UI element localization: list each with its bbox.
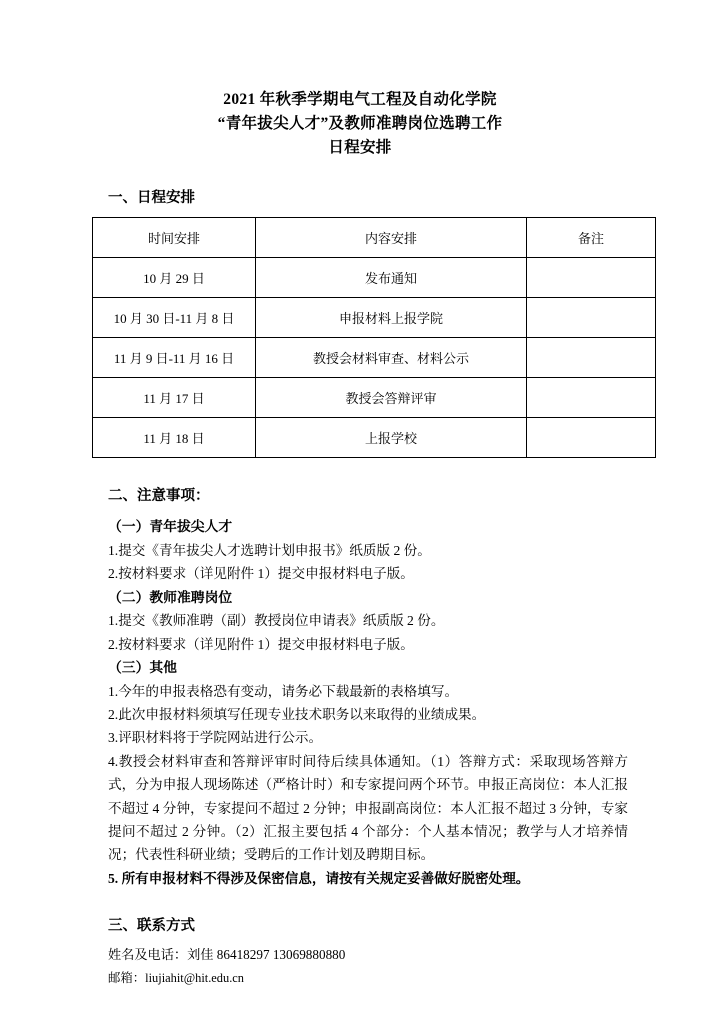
table-row (93, 418, 656, 458)
schedule-table (92, 217, 656, 458)
notes-group3-item-1: 1.今年的申报表格恐有变动，请务必下载最新的表格填写。 (108, 683, 459, 699)
table-row (93, 298, 656, 338)
table-cell-remark (527, 338, 656, 378)
section-heading-contact: 三、联系方式 (108, 918, 195, 935)
table-cell-time: 10 月 30 日-11 月 8 日 (93, 298, 256, 338)
notes-group2-item-2: 2.按材料要求（详见附件 1）提交申报材料电子版。 (108, 636, 414, 652)
table-cell-content: 教授会答辩评审 (256, 378, 527, 418)
table-header-cell: 备注 (527, 218, 656, 258)
document-title (92, 88, 628, 160)
table-cell-content: 申报材料上报学院 (256, 298, 527, 338)
notes-group3-item-2: 2.此次申报材料须填写任现专业技术职务以来取得的业绩成果。 (108, 707, 486, 723)
notes-group1-heading: （一）青年拔尖人才 (108, 519, 233, 535)
notes-group2-heading: （二）教师准聘岗位 (108, 589, 233, 605)
table-cell-remark (527, 418, 656, 458)
table-cell-remark (527, 378, 656, 418)
table-cell-content: 发布通知 (256, 258, 527, 298)
notes-group3-item-3: 3.评职材料将于学院网站进行公示。 (108, 730, 323, 746)
notes-group3-item-5: 5. 所有申报材料不得涉及保密信息，请按有关规定妥善做好脱密处理。 (108, 870, 530, 886)
table-header-cell: 内容安排 (256, 218, 527, 258)
table-cell-time: 11 月 18 日 (93, 418, 256, 458)
table-cell-remark (527, 298, 656, 338)
section-heading-schedule: 一、日程安排 (108, 190, 195, 207)
table-cell-content: 教授会材料审查、材料公示 (256, 338, 527, 378)
section-heading-notes: 二、注意事项： (108, 488, 210, 505)
notes-group2-item-1: 1.提交《教师准聘（副）教授岗位申请表》纸质版 2 份。 (108, 613, 445, 629)
contact-email: 邮箱：liujiahit@hit.edu.cn (108, 970, 244, 985)
title-line-3: 日程安排 (328, 139, 392, 157)
notes-group1-item-2: 2.按材料要求（详见附件 1）提交申报材料电子版。 (108, 566, 414, 582)
table-cell-time: 10 月 29 日 (93, 258, 256, 298)
title-line-2: “青年拔尖人才”及教师准聘岗位选聘工作 (217, 115, 503, 133)
table-row (93, 258, 656, 298)
table-cell-time: 11 月 9 日-11 月 16 日 (93, 338, 256, 378)
table-cell-remark (527, 258, 656, 298)
table-row (93, 378, 656, 418)
table-cell-content: 上报学校 (256, 418, 527, 458)
notes-group1-item-1: 1.提交《青年拔尖人才选聘计划申报书》纸质版 2 份。 (108, 542, 431, 558)
table-header-row (93, 218, 656, 258)
contact-name-phone: 姓名及电话：刘佳 86418297 13069880880 (108, 947, 346, 963)
notes-group3-item-4: 4.教授会材料审查和答辩评审时间待后续具体通知。（1）答辩方式：采取现场答辩方式，分为申报人现场陈述（严格计时）和专家提问两个环节。申报正高岗位：本人汇报不超过 4 分钟，专家提问不超过 2 分钟；申报副高岗位：本人汇报不超过 3 分钟，专家提问不超过 2 分钟。（2）汇报主要包括 4 个部分：个人基本情况；教学与人才培养情况；代表性科研业绩；受聘后的工作计划及聘期目标。 (108, 753, 628, 863)
title-line-1: 2021 年秋季学期电气工程及自动化学院 (223, 91, 497, 108)
table-header-cell: 时间安排 (93, 218, 256, 258)
notes-group3-heading: （三）其他 (108, 659, 177, 675)
table-row (93, 338, 656, 378)
table-cell-time: 11 月 17 日 (93, 378, 256, 418)
